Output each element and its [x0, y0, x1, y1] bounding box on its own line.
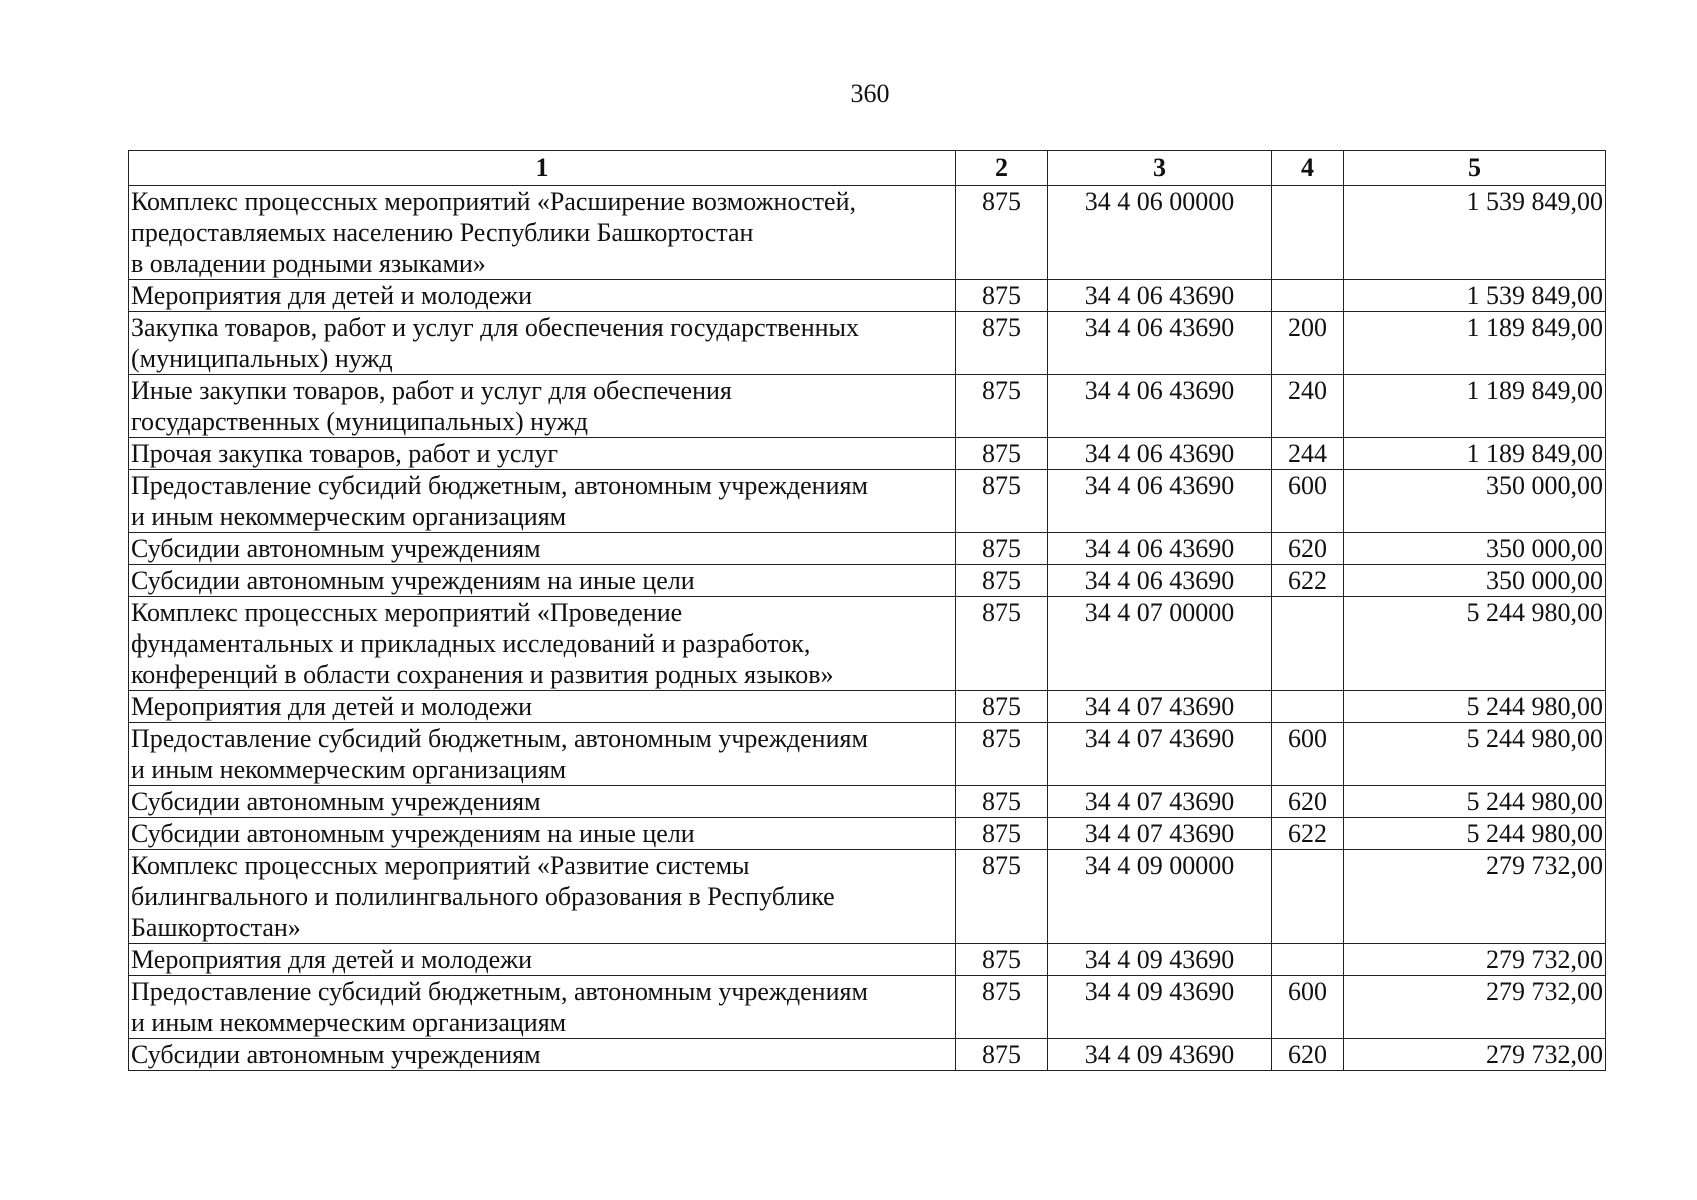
- table-row: [129, 818, 1606, 850]
- row-vr: [1272, 944, 1344, 976]
- row-vr: 244: [1272, 438, 1344, 470]
- table-row: [129, 850, 1606, 944]
- table-row: [129, 786, 1606, 818]
- row-name: Мероприятия для детей и молодежи: [129, 691, 956, 723]
- row-csr: 34 4 06 43690: [1048, 470, 1272, 533]
- row-vr: 620: [1272, 1039, 1344, 1071]
- table-row: [129, 691, 1606, 723]
- table-row: [129, 944, 1606, 976]
- row-name: Комплекс процессных мероприятий «Расширение возможностей, предоставляемых населению Республики Башкортостан в овладении родными языками»: [129, 186, 956, 280]
- row-vr: 620: [1272, 786, 1344, 818]
- row-code: 875: [956, 850, 1048, 944]
- row-code: 875: [956, 565, 1048, 597]
- row-name: Иные закупки товаров, работ и услуг для обеспечения государственных (муниципальных) нужд: [129, 375, 956, 438]
- row-amount: 1 189 849,00: [1344, 312, 1606, 375]
- row-code: 875: [956, 280, 1048, 312]
- row-csr: 34 4 06 43690: [1048, 533, 1272, 565]
- row-csr: 34 4 06 00000: [1048, 186, 1272, 280]
- row-name: Комплекс процессных мероприятий «Развитие системы билингвального и полилингвального образования в Республике Башкортостан»: [129, 850, 956, 944]
- header-col-4: 4: [1272, 151, 1344, 186]
- row-vr: 600: [1272, 976, 1344, 1039]
- row-amount: 5 244 980,00: [1344, 786, 1606, 818]
- row-vr: 622: [1272, 565, 1344, 597]
- row-code: 875: [956, 597, 1048, 691]
- row-name: Предоставление субсидий бюджетным, автономным учреждениям и иным некоммерческим организациям: [129, 723, 956, 786]
- row-csr: 34 4 07 43690: [1048, 786, 1272, 818]
- table-row: [129, 565, 1606, 597]
- page-number: 360: [850, 79, 890, 108]
- table-row: [129, 438, 1606, 470]
- row-csr: 34 4 09 00000: [1048, 850, 1272, 944]
- row-code: 875: [956, 818, 1048, 850]
- row-amount: 350 000,00: [1344, 470, 1606, 533]
- table-body: [129, 186, 1606, 1071]
- row-amount: 1 189 849,00: [1344, 438, 1606, 470]
- row-csr: 34 4 09 43690: [1048, 1039, 1272, 1071]
- row-amount: 1 539 849,00: [1344, 280, 1606, 312]
- table-row: [129, 597, 1606, 691]
- row-csr: 34 4 06 43690: [1048, 280, 1272, 312]
- row-name: Мероприятия для детей и молодежи: [129, 280, 956, 312]
- row-name: Прочая закупка товаров, работ и услуг: [129, 438, 956, 470]
- row-amount: 1 189 849,00: [1344, 375, 1606, 438]
- table-header: [129, 151, 1606, 186]
- header-col-2: 2: [956, 151, 1048, 186]
- row-name: Субсидии автономным учреждениям на иные цели: [129, 818, 956, 850]
- row-vr: 240: [1272, 375, 1344, 438]
- row-amount: 350 000,00: [1344, 533, 1606, 565]
- row-code: 875: [956, 533, 1048, 565]
- table-row: [129, 375, 1606, 438]
- row-csr: 34 4 06 43690: [1048, 312, 1272, 375]
- row-vr: [1272, 597, 1344, 691]
- table-row: [129, 186, 1606, 280]
- row-vr: [1272, 280, 1344, 312]
- header-col-3: 3: [1048, 151, 1272, 186]
- row-name: Комплекс процессных мероприятий «Проведение фундаментальных и прикладных исследований и разработок, конференций в области сохранения и развития родных языков»: [129, 597, 956, 691]
- row-vr: 600: [1272, 470, 1344, 533]
- row-amount: 279 732,00: [1344, 976, 1606, 1039]
- row-code: 875: [956, 976, 1048, 1039]
- row-csr: 34 4 07 43690: [1048, 723, 1272, 786]
- table-row: [129, 312, 1606, 375]
- header-col-1: 1: [129, 151, 956, 186]
- row-code: 875: [956, 691, 1048, 723]
- row-code: 875: [956, 944, 1048, 976]
- table-row: [129, 470, 1606, 533]
- table-row: [129, 1039, 1606, 1071]
- row-amount: 279 732,00: [1344, 850, 1606, 944]
- table-row: [129, 533, 1606, 565]
- row-vr: 622: [1272, 818, 1344, 850]
- row-vr: 600: [1272, 723, 1344, 786]
- row-amount: 5 244 980,00: [1344, 818, 1606, 850]
- budget-table: [128, 150, 1606, 1071]
- row-name: Предоставление субсидий бюджетным, автономным учреждениям и иным некоммерческим организациям: [129, 470, 956, 533]
- row-csr: 34 4 06 43690: [1048, 438, 1272, 470]
- row-csr: 34 4 06 43690: [1048, 375, 1272, 438]
- row-csr: 34 4 07 00000: [1048, 597, 1272, 691]
- row-code: 875: [956, 786, 1048, 818]
- row-vr: [1272, 691, 1344, 723]
- row-csr: 34 4 09 43690: [1048, 944, 1272, 976]
- row-csr: 34 4 09 43690: [1048, 976, 1272, 1039]
- row-code: 875: [956, 438, 1048, 470]
- row-code: 875: [956, 470, 1048, 533]
- row-name: Субсидии автономным учреждениям: [129, 786, 956, 818]
- row-vr: 200: [1272, 312, 1344, 375]
- row-amount: 5 244 980,00: [1344, 597, 1606, 691]
- header-row: [129, 151, 1606, 186]
- row-amount: 350 000,00: [1344, 565, 1606, 597]
- row-code: 875: [956, 375, 1048, 438]
- row-code: 875: [956, 186, 1048, 280]
- row-amount: 5 244 980,00: [1344, 691, 1606, 723]
- row-name: Закупка товаров, работ и услуг для обеспечения государственных (муниципальных) нужд: [129, 312, 956, 375]
- table-row: [129, 723, 1606, 786]
- header-col-5: 5: [1344, 151, 1606, 186]
- row-csr: 34 4 07 43690: [1048, 691, 1272, 723]
- row-csr: 34 4 07 43690: [1048, 818, 1272, 850]
- table-row: [129, 976, 1606, 1039]
- table-row: [129, 280, 1606, 312]
- row-code: 875: [956, 312, 1048, 375]
- row-amount: 5 244 980,00: [1344, 723, 1606, 786]
- row-name: Субсидии автономным учреждениям: [129, 533, 956, 565]
- row-name: Субсидии автономным учреждениям: [129, 1039, 956, 1071]
- row-name: Субсидии автономным учреждениям на иные цели: [129, 565, 956, 597]
- row-vr: 620: [1272, 533, 1344, 565]
- row-name: Предоставление субсидий бюджетным, автономным учреждениям и иным некоммерческим организациям: [129, 976, 956, 1039]
- row-vr: [1272, 850, 1344, 944]
- row-amount: 1 539 849,00: [1344, 186, 1606, 280]
- row-code: 875: [956, 1039, 1048, 1071]
- row-amount: 279 732,00: [1344, 1039, 1606, 1071]
- row-name: Мероприятия для детей и молодежи: [129, 944, 956, 976]
- row-code: 875: [956, 723, 1048, 786]
- row-vr: [1272, 186, 1344, 280]
- row-csr: 34 4 06 43690: [1048, 565, 1272, 597]
- row-amount: 279 732,00: [1344, 944, 1606, 976]
